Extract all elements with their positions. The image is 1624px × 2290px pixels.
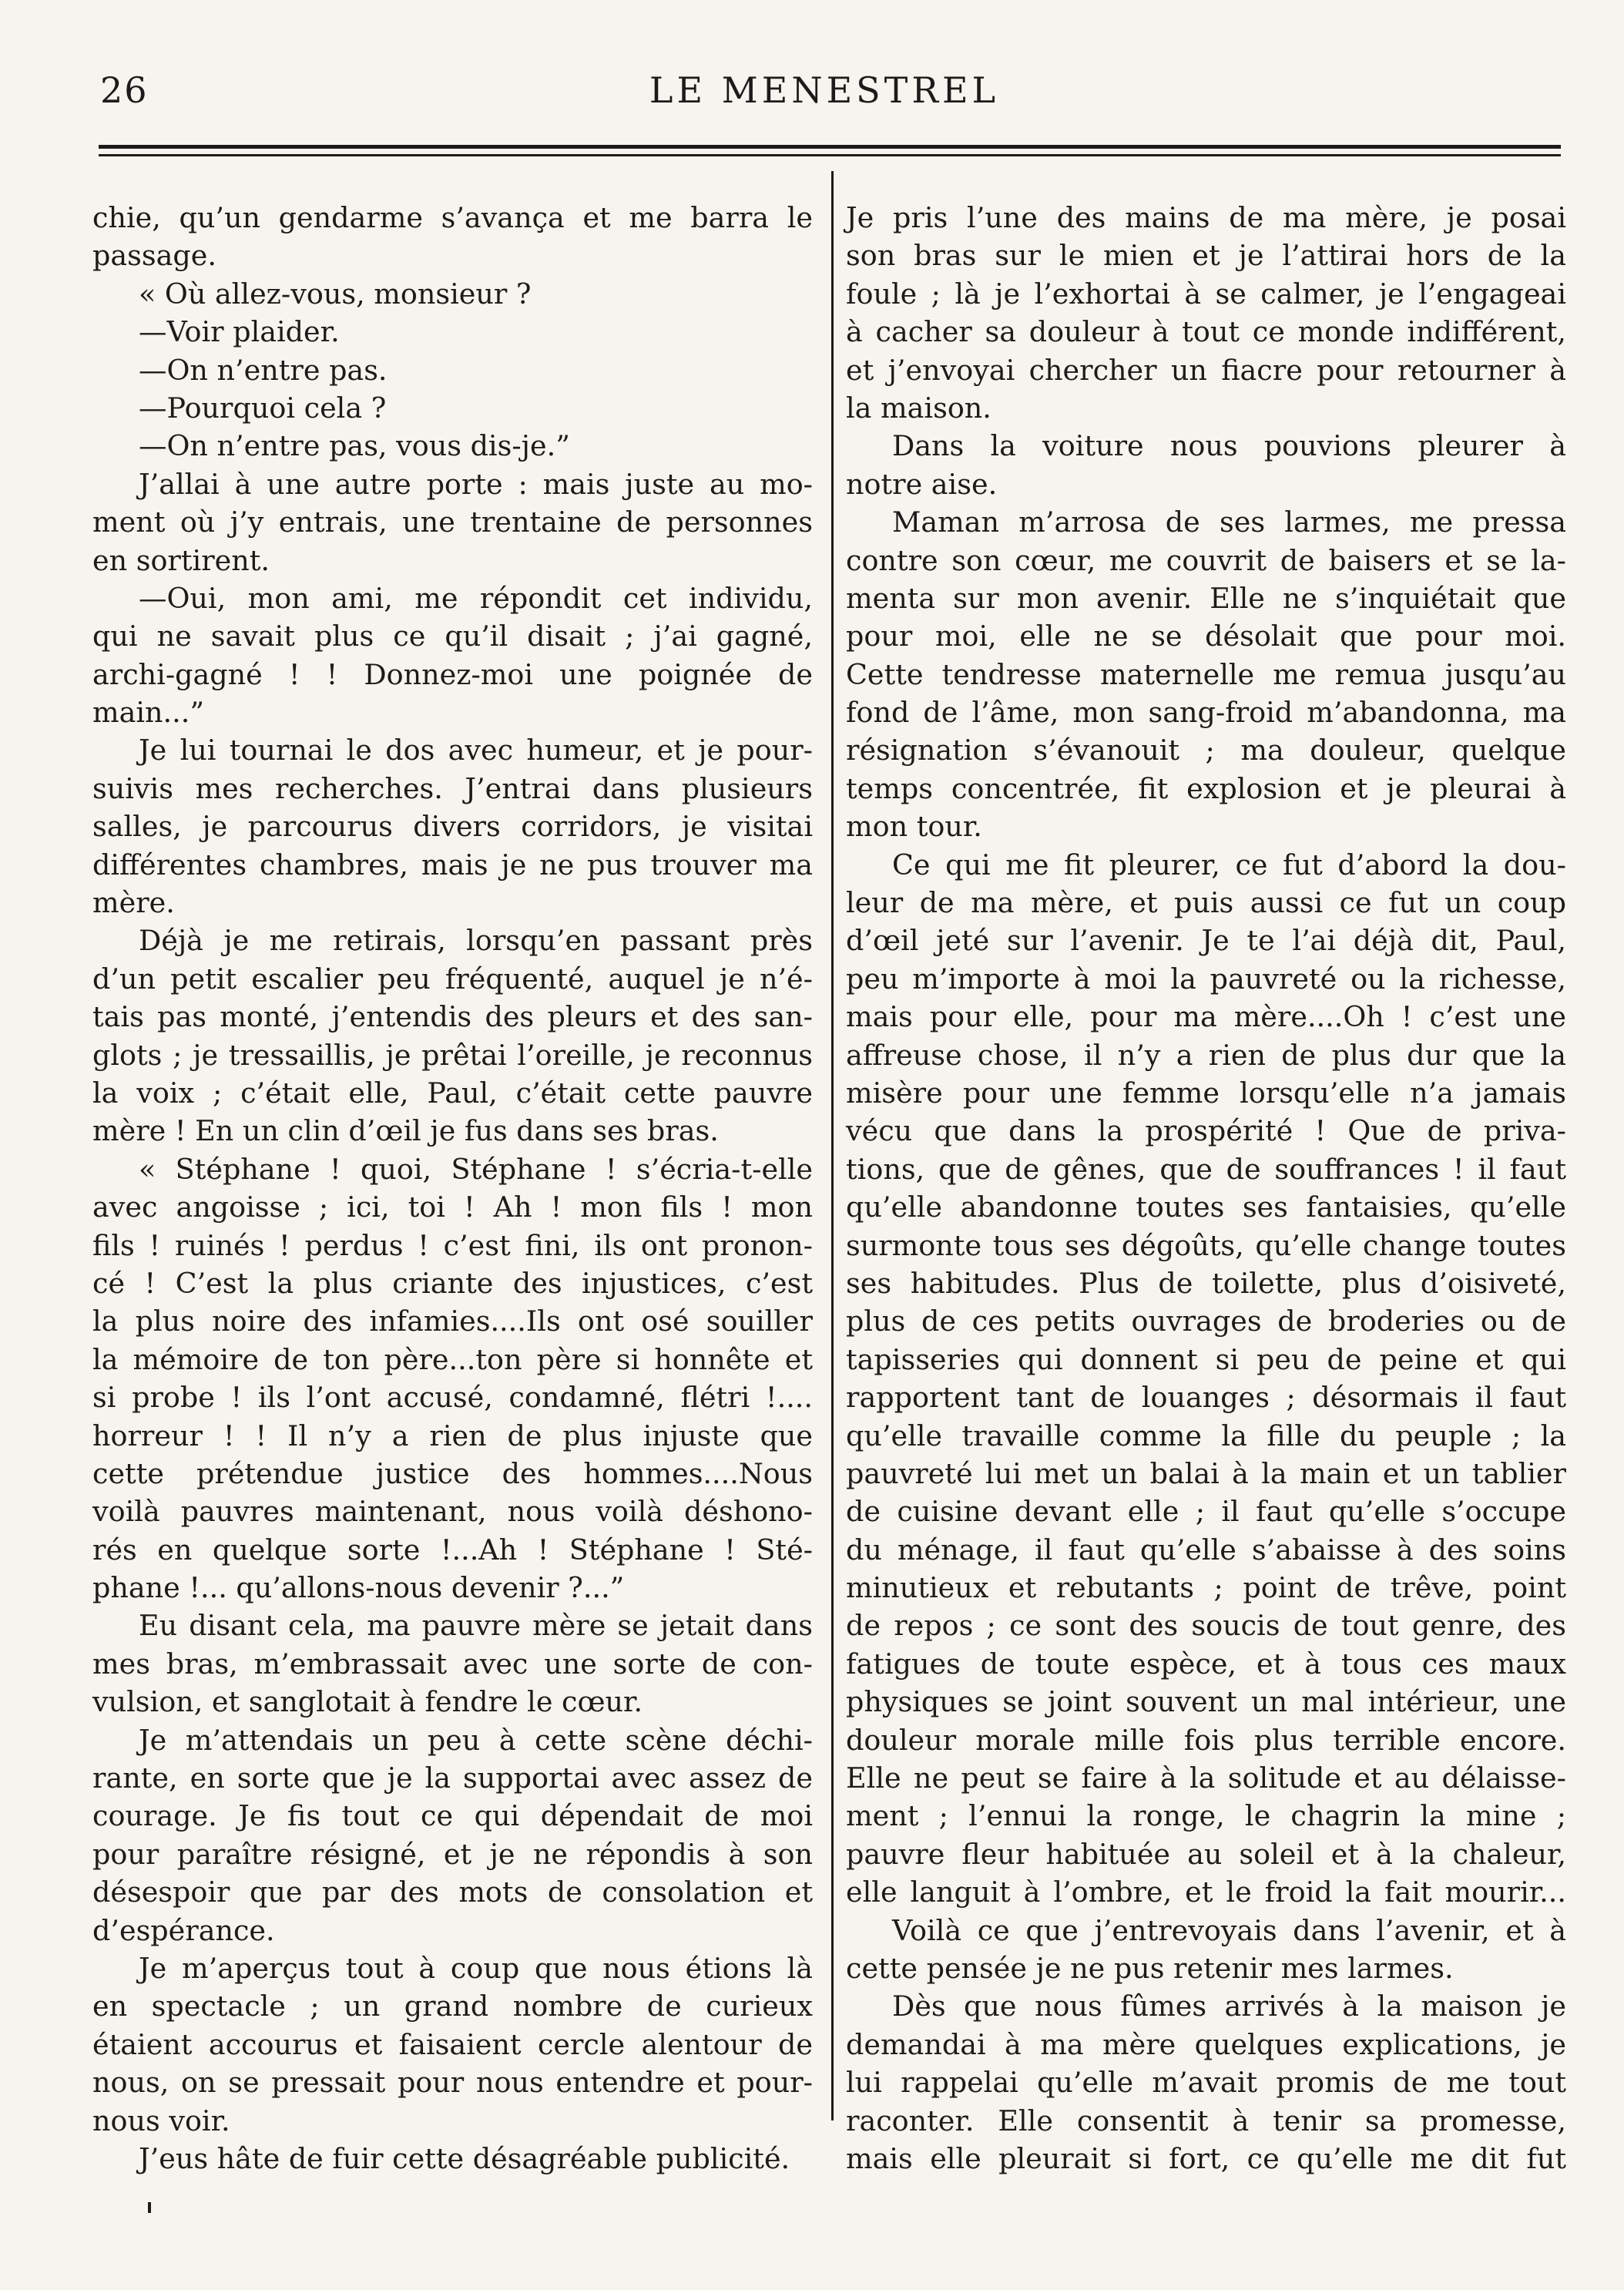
text-line: contre son cœur, me couvrit de baisers et se la- <box>846 543 1566 577</box>
text-line: tais pas monté, j’entendis des pleurs et des san- <box>92 1000 813 1034</box>
text-line: Je m’aperçus tout à coup que nous étions là <box>139 1951 813 1985</box>
text-line: affreuse chose, il n’y a rien de plus dur que la <box>846 1038 1566 1072</box>
footer-mark <box>148 2202 151 2213</box>
text-line: « Où allez-vous, monsieur ? <box>139 277 532 311</box>
text-line: salles, je parcourus divers corridors, je visitai <box>92 810 813 844</box>
text-line: Dans la voiture nous pouvions pleurer à <box>892 429 1566 463</box>
text-line: misère pour une femme lorsqu’elle n’a jamais <box>846 1076 1566 1110</box>
text-line: la mémoire de ton père...ton père si honnête et <box>92 1342 813 1376</box>
text-line: avec angoisse ; ici, toi ! Ah ! mon fils ! mon <box>92 1190 813 1224</box>
text-line: Voilà ce que j’entrevoyais dans l’avenir, et à <box>892 1913 1566 1947</box>
text-line: demandai à ma mère quelques explications, je <box>846 2027 1566 2061</box>
text-line: Déjà je me retirais, lorsqu’en passant près <box>139 924 813 958</box>
text-line: mais elle pleurait si fort, ce qu’elle me dit fut <box>846 2141 1566 2175</box>
text-line: la voix ; c’était elle, Paul, c’était cette pauvre <box>92 1076 813 1110</box>
text-line: qu’elle travaille comme la fille du peuple ; la <box>846 1419 1566 1452</box>
text-line: —Oui, mon ami, me répondit cet individu, <box>139 581 813 615</box>
page-header <box>85 63 1564 117</box>
text-line: rapportent tant de louanges ; désormais il faut <box>846 1381 1566 1415</box>
text-line: temps concentrée, fit explosion et je pleurai à <box>846 771 1566 805</box>
text-line: elle languit à l’ombre, et le froid la fait mourir... <box>846 1875 1566 1909</box>
text-line: plus de ces petits ouvrages de broderies ou de <box>846 1304 1566 1338</box>
text-line: horreur ! ! Il n’y a rien de plus injuste que <box>92 1419 813 1452</box>
header-rule-thick <box>99 145 1561 149</box>
text-line: surmonte tous ses dégoûts, qu’elle change toutes <box>846 1228 1566 1262</box>
text-line: et j’envoyai chercher un fiacre pour retourner à <box>846 353 1566 387</box>
text-line: mes bras, m’embrassait avec une sorte de con- <box>92 1647 813 1681</box>
right-column <box>846 199 1566 2178</box>
text-line: J’allai à une autre porte : mais juste au mo- <box>139 467 813 501</box>
text-line: Ce qui me fit pleurer, ce fut d’abord la dou- <box>892 848 1566 881</box>
text-line: mère ! En un clin d’œil je fus dans ses bras. <box>92 1114 719 1148</box>
text-line: la plus noire des infamies....Ils ont osé souiller <box>92 1304 813 1338</box>
text-line: d’espérance. <box>92 1913 275 1947</box>
text-line: menta sur mon avenir. Elle ne s’inquiétait que <box>846 581 1566 615</box>
left-column <box>92 199 813 2178</box>
text-line: tapisseries qui donnent si peu de peine et qui <box>846 1342 1566 1376</box>
text-line: Maman m’arrosa de ses larmes, me pressa <box>892 505 1566 539</box>
text-line: courage. Je fis tout ce qui dépendait de moi <box>92 1799 813 1833</box>
text-line: pauvreté lui met un balai à la main et un tablier <box>846 1456 1566 1490</box>
text-line: différentes chambres, mais je ne pus trouver ma <box>92 848 813 881</box>
text-line: minutieux et rebutants ; point de trêve, point <box>846 1571 1566 1605</box>
journal-title: LE MENESTREL <box>649 69 1000 111</box>
text-line: fils ! ruinés ! perdus ! c’est fini, ils ont pronon- <box>92 1228 813 1262</box>
text-line: « Stéphane ! quoi, Stéphane ! s’écria-t-elle <box>139 1152 813 1186</box>
text-line: qu’elle abandonne toutes ses fantaisies, qu’elle <box>846 1190 1566 1224</box>
text-line: cette prétendue justice des hommes....Nous <box>92 1456 813 1490</box>
text-line: du ménage, il faut qu’elle s’abaisse à des soins <box>846 1533 1566 1566</box>
text-line: cette pensée je ne pus retenir mes larmes. <box>846 1951 1454 1985</box>
text-line: en sortirent. <box>92 543 270 577</box>
header-rule-thin <box>99 154 1561 156</box>
text-line: notre aise. <box>846 467 998 501</box>
text-line: pour moi, elle ne se désolait que pour moi. <box>846 620 1566 653</box>
text-line: passage. <box>92 239 216 273</box>
text-line: son bras sur le mien et je l’attirai hors de la <box>846 239 1566 273</box>
text-line: lui rappelai qu’elle m’avait promis de me tout <box>846 2066 1566 2100</box>
text-line: douleur morale mille fois plus terrible encore. <box>846 1723 1566 1757</box>
text-line: de repos ; ce sont des soucis de tout genre, des <box>846 1609 1566 1643</box>
text-line: Cette tendresse maternelle me remua jusqu’au <box>846 657 1566 691</box>
text-line: mon tour. <box>846 810 982 844</box>
text-line: foule ; là je l’exhortai à se calmer, je l’engageai <box>846 277 1566 311</box>
text-line: à cacher sa douleur à tout ce monde indifférent, <box>846 315 1566 349</box>
text-line: —On n’entre pas. <box>139 353 388 387</box>
text-line: qui ne savait plus ce qu’il disait ; j’ai gagné, <box>92 620 813 653</box>
text-line: Eu disant cela, ma pauvre mère se jetait dans <box>139 1609 813 1643</box>
text-line: résignation s’évanouit ; ma douleur, quelque <box>846 734 1566 767</box>
text-line: nous, on se pressait pour nous entendre et pour- <box>92 2066 813 2100</box>
text-line: d’œil jeté sur l’avenir. Je te l’ai déjà dit, Paul, <box>846 924 1566 958</box>
text-line: étaient accourus et faisaient cercle alentour de <box>92 2027 813 2061</box>
text-line: Je pris l’une des mains de ma mère, je posai <box>846 201 1566 234</box>
text-line: de cuisine devant elle ; il faut qu’elle s’occupe <box>846 1495 1566 1529</box>
text-line: pauvre fleur habituée au soleil et à la chaleur, <box>846 1837 1566 1871</box>
text-line: d’un petit escalier peu fréquenté, auquel je n’é- <box>92 962 813 996</box>
text-line: chie, qu’un gendarme s’avança et me barra le <box>92 201 813 234</box>
text-line: J’eus hâte de fuir cette désagréable publicité. <box>139 2141 790 2175</box>
text-line: cé ! C’est la plus criante des injustices, c’est <box>92 1266 813 1300</box>
column-divider <box>831 171 834 2120</box>
text-line: vulsion, et sanglotait à fendre le cœur. <box>92 1685 643 1719</box>
text-line: vécu que dans la prospérité ! Que de priva- <box>846 1114 1566 1148</box>
text-line: nous voir. <box>92 2104 230 2137</box>
text-line: ment ; l’ennui la ronge, le chagrin la mine ; <box>846 1799 1566 1833</box>
text-line: voilà pauvres maintenant, nous voilà déshono- <box>92 1495 813 1529</box>
text-line: archi-gagné ! ! Donnez-moi une poignée de <box>92 657 813 691</box>
text-line: si probe ! ils l’ont accusé, condamné, flétri !.... <box>92 1381 813 1415</box>
text-line: fatigues de toute espèce, et à tous ces maux <box>846 1647 1566 1681</box>
text-line: désespoir que par des mots de consolation et <box>92 1875 813 1909</box>
text-line: —Pourquoi cela ? <box>139 391 387 425</box>
page-number: 26 <box>100 69 149 111</box>
text-line: —Voir plaider. <box>139 315 340 349</box>
text-line: pour paraître résigné, et je ne répondis à son <box>92 1837 813 1871</box>
text-line: rante, en sorte que je la supportai avec assez de <box>92 1761 813 1795</box>
text-line: peu m’importe à moi la pauvreté ou la richesse, <box>846 962 1566 996</box>
text-line: raconter. Elle consentit à tenir sa promesse, <box>846 2104 1566 2137</box>
text-line: glots ; je tressaillis, je prêtai l’oreille, je reconnus <box>92 1038 813 1072</box>
text-line: Elle ne peut se faire à la solitude et au délaisse- <box>846 1761 1566 1795</box>
text-line: la maison. <box>846 391 992 425</box>
text-line: suivis mes recherches. J’entrai dans plusieurs <box>92 771 813 805</box>
text-line: en spectacle ; un grand nombre de curieux <box>92 1989 813 2023</box>
text-line: mère. <box>92 886 175 920</box>
text-line: fond de l’âme, mon sang-froid m’abandonna, ma <box>846 696 1566 730</box>
text-line: rés en quelque sorte !...Ah ! Stéphane ! Sté- <box>92 1533 813 1566</box>
text-line: Dès que nous fûmes arrivés à la maison je <box>892 1989 1566 2023</box>
text-line: —On n’entre pas, vous dis-je.” <box>139 429 570 463</box>
text-line: tions, que de gênes, que de souffrances ! il faut <box>846 1152 1566 1186</box>
text-line: mais pour elle, pour ma mère....Oh ! c’est une <box>846 1000 1566 1034</box>
text-line: ment où j’y entrais, une trentaine de personnes <box>92 505 813 539</box>
text-line: physiques se joint souvent un mal intérieur, une <box>846 1685 1566 1719</box>
text-line: main...” <box>92 696 205 730</box>
text-line: phane !... qu’allons-nous devenir ?...” <box>92 1571 625 1605</box>
text-line: ses habitudes. Plus de toilette, plus d’oisiveté, <box>846 1266 1566 1300</box>
text-line: Je lui tournai le dos avec humeur, et je pour- <box>139 734 813 767</box>
text-line: leur de ma mère, et puis aussi ce fut un coup <box>846 886 1566 920</box>
text-line: Je m’attendais un peu à cette scène déchi- <box>139 1723 813 1757</box>
